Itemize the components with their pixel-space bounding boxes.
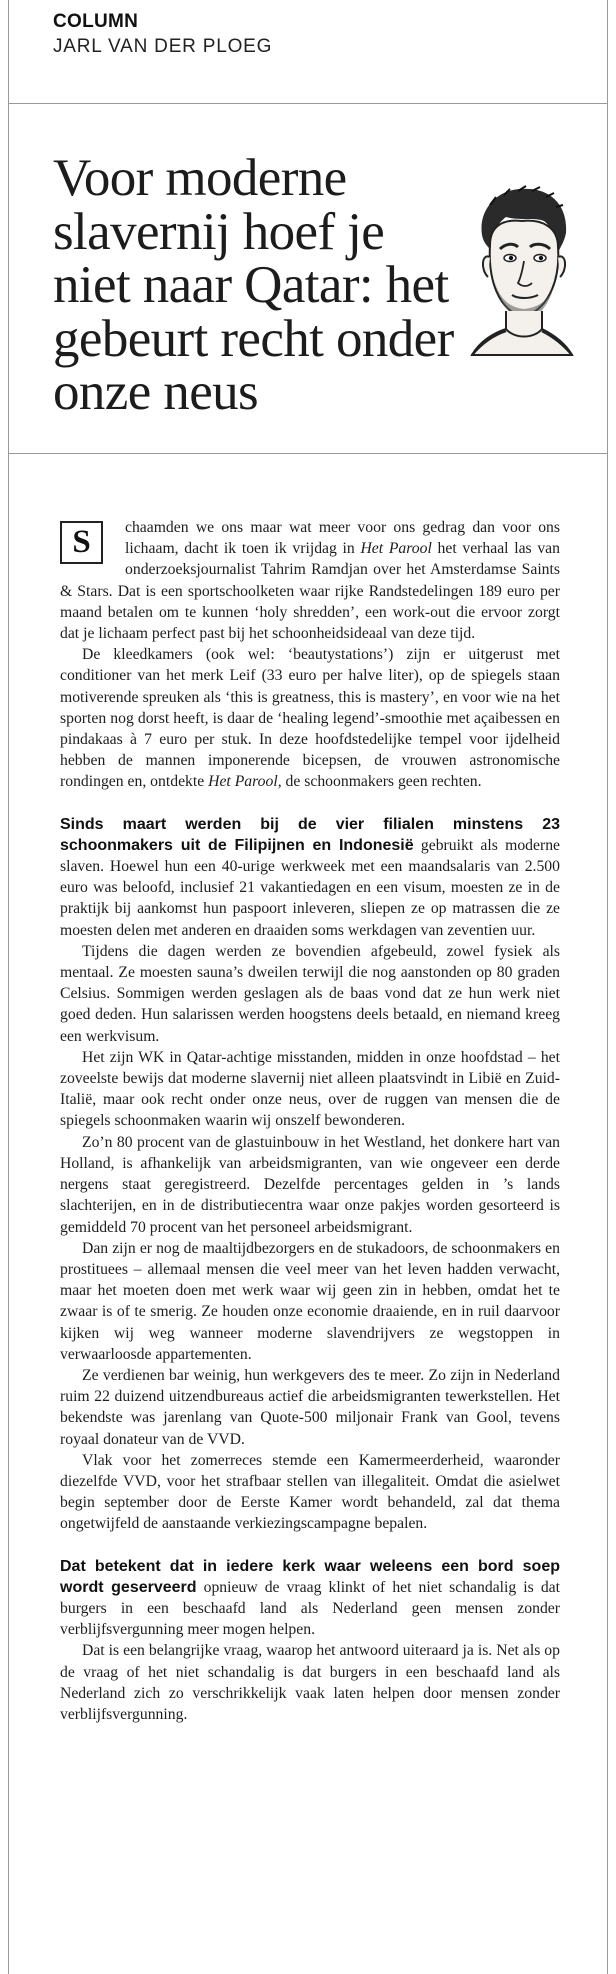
paragraph-1-text-a: chaamden we ons maar wat meer voor ons gedrag dan voor ons lichaam, dacht ik toen ik vrijdag in [125,519,560,558]
author-name: JARL VAN DER PLOEG [53,36,273,57]
paragraph-9: Vlak voor het zomerreces stemde een Kamermeerderheid, waaronder diezelfde VVD, voor het strafbaar stellen van illegaliteit. Omdat die asielwet begin september door de Eerste Kamer wordt behandeld, zal dat thema ongetwijfeld de aanstaande verkiezingscampagne bepalen. [60,1451,560,1533]
column-kicker: COLUMN [53,11,139,32]
paragraph-3-lead: Sinds maart werden bij de vier filialen minstens 23 schoonmakers uit de Filipijnen en Indonesië [60,815,560,854]
dropcap-letter: S [72,524,91,560]
author-portrait-illustration [460,183,582,361]
paragraph-1 [60,517,560,644]
article-body [60,517,560,1725]
newspaper-name: Het Parool [208,773,278,791]
paragraph-3-text: gebruikt als moderne slaven. Hoewel hun een 40-urige werkweek met een maandsalaris van 2.500 euro was beloofd, inclusief 21 vakantiedagen en een visum, moesten ze in de praktijk bij aankomst hun paspoort inleveren, sliepen ze op matrassen die ze moesten delen met anderen en draaiden soms werkdagen van zeventien uur. [60,836,561,939]
paragraph-7: Dan zijn er nog de maaltijdbezorgers en de stukadoors, de schoonmakers en prostituees – allemaal mensen die veel meer van het leven hadden verwacht, maar het moeten doen met werk waar wij geen zin in hebben, omdat het te zwaar is of te smerig. Ze houden onze economie draaiende, en in ruil daarvoor kijken wij weg wanneer moderne slavendrijvers ze wegstoppen in verwaarloosde appartementen. [60,1239,560,1363]
article-headline: Voor moderne slavernij hoef je niet naar Qatar: het gebeurt recht onder onze neus [53,149,454,421]
paragraph-10-lead: Dat betekent dat in iedere kerk waar weleens een bord soep wordt geserveerd [60,1557,560,1596]
paragraph-11: Dat is een belangrijke vraag, waarop het antwoord uiteraard ja is. Net als op de vraag of het niet schandalig is dat burgers in een beschaafd land als Nederland zich zo verschrikkelijk vaak laten helpen door mensen zonder verblijfsvergunning. [60,1642,560,1723]
column-header [8,0,608,104]
paragraph-1-text-b: het verhaal las van onderzoeksjournalist Tahrim Ramdjan over het Amsterdamse Saints & Stars. Dat is een sportschoolketen waar rijke Randstedelingen 189 euro per maand betalen om te kunnen ‘holy shredden’, een work-out die ervoor zorgt dat je lichaam perfect past bij het schoonheidsideaal van deze tijd. [60,540,560,643]
newspaper-name: Het Parool [360,540,432,558]
paragraph-8: Ze verdienen bar weinig, hun werkgevers des te meer. Zo zijn in Nederland ruim 22 duizend uitzendbureaus actief die arbeidsmigranten tewerkstellen. Het bekendste was jarenlang van Quote-500 miljonair Frank van Gool, tevens royaal donateur van de VVD. [60,1366,560,1448]
paragraph-6: Zo’n 80 procent van de glastuinbouw in het Westland, het donkere hart van Holland, is afhankelijk van arbeidsmigranten, van wie ongeveer een derde nergens staat geregistreerd. Dezelfde percentages gelden in ’s lands slachterijen, en in de distributiecentra waar onze pakjes worden gesorteerd is gemiddeld 70 procent van het personeel arbeidsmigrant. [60,1133,560,1236]
dropcap-box [60,521,103,564]
paragraph-2-text-b: , de schoonmakers geen rechten. [277,773,482,791]
paragraph-2-text-a: De kleedkamers (ook wel: ‘beautystations’) zijn er uitgerust met conditioner van het merk Leif (33 euro per halve liter), op de spiegels staan motiverende spreuken als ‘this is greatness, this is mastery’, en voor wie na het sporten nog dorst heeft, is daar de ‘healing legend’-smoothie met açaibessen en pindakaas à 7 euro per stuk. In deze hoofdstedelijke tempel voor ijdelheid hebben de mannen imponerende bicepsen, de vrouwen astronomische rondingen en, ontdekte [60,646,560,791]
paragraph-4: Tijdens die dagen werden ze bovendien afgebeuld, zowel fysiek als mentaal. Ze moesten sauna’s dweilen terwijl die nog aanstonden op 80 graden Celsius. Sommigen werden geslagen als de baas vond dat ze hun werk niet goed deden. Hun salarissen werden hoogstens deels betaald, en niemand kreeg een werkvisum. [60,942,560,1045]
paragraph-10 [60,1556,560,1641]
paragraph-5: Het zijn WK in Qatar-achtige misstanden, midden in onze hoofdstad – het zoveelste bewijs dat moderne slavernij niet alleen plaatsvindt in Libië en Zuid-Italië, maar ook recht onder onze neus, over de ruggen van mensen die de spiegels schoonmaken waarin wij onszelf bewonderen. [60,1048,560,1130]
paragraph-3 [60,814,560,941]
paragraph-2 [60,644,560,792]
paragraph-10-text: opnieuw de vraag klinkt of het niet schandalig is dat burgers in een beschaafd land als Nederland geen mensen zonder verblijfsvergunning meer mogen helpen. [60,1578,561,1639]
